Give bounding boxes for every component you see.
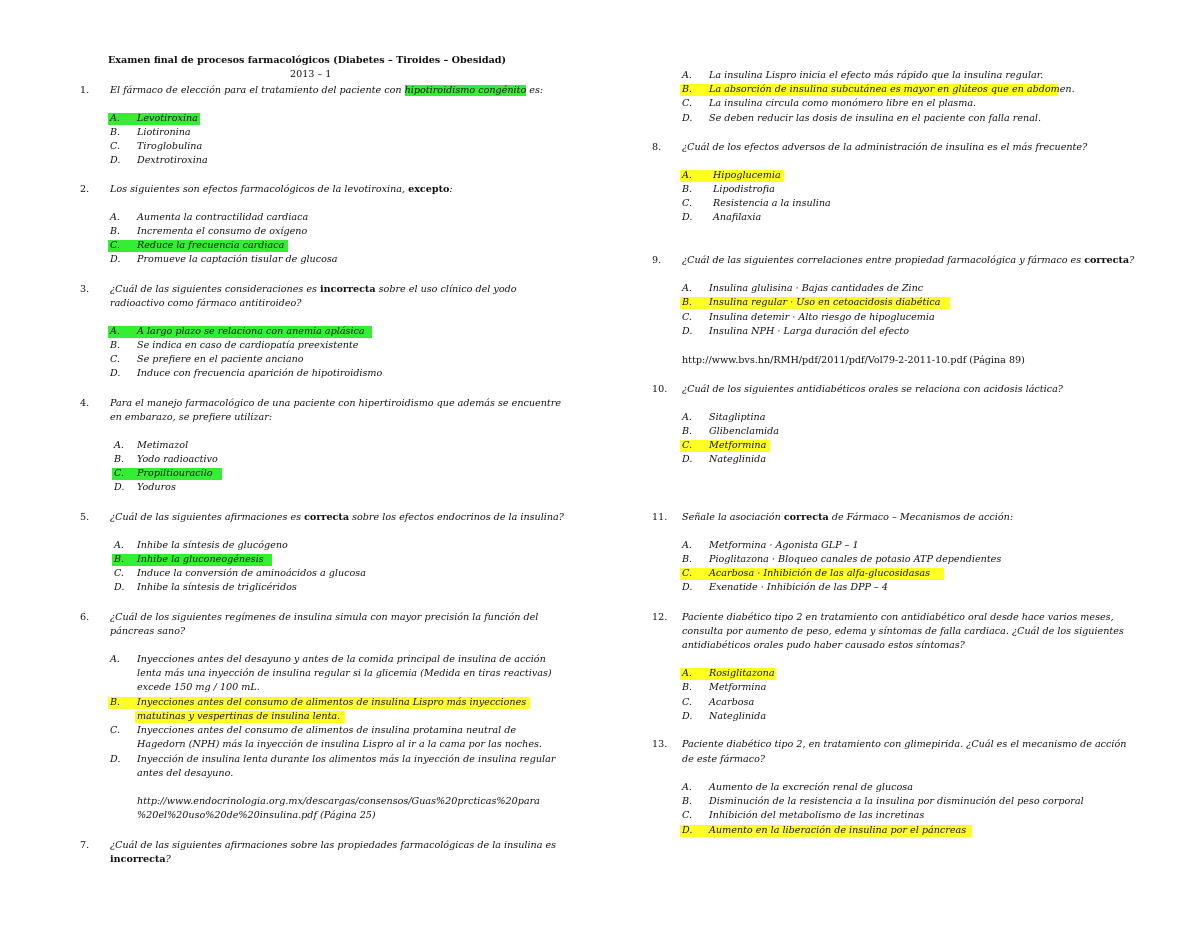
question-text: Paciente diabético tipo 2 en tratamiento con antidiabético oral desde hace varios meses, xyxy=(682,612,1114,623)
option-letter: D. xyxy=(114,482,125,493)
option-letter: D. xyxy=(682,711,693,722)
question-text-part: Los siguientes son efectos farmacológicos de la levotiroxina, xyxy=(110,184,409,195)
option-text: Incrementa el consumo de oxígeno xyxy=(137,226,308,237)
option-letter: C. xyxy=(114,568,125,579)
question-emphasis: correcta xyxy=(1084,255,1130,266)
option-text: Aumento de la excreción renal de glucosa xyxy=(709,782,913,793)
option-letter: D. xyxy=(682,326,693,337)
option-letter: B. xyxy=(682,184,693,195)
question-text: ¿Cuál de los siguientes regímenes de insulina simula con mayor precisión la función del xyxy=(110,612,539,623)
question-emphasis: correcta xyxy=(783,512,829,523)
option-letter: C. xyxy=(682,440,693,451)
option-text: Yodo radioactivo xyxy=(137,454,218,465)
option-text: Insulina detemir · Alto riesgo de hipoglucemia xyxy=(709,312,935,323)
option-text: Liotironina xyxy=(137,127,191,138)
option-letter: B. xyxy=(110,127,121,138)
option-text: Inhibe la síntesis de glucógeno xyxy=(137,540,288,551)
option-text: Inyección de insulina lenta durante los alimentos más la inyección de insulina regular xyxy=(137,754,556,765)
option-letter: D. xyxy=(682,454,693,465)
question-text: ¿Cuál de los efectos adversos de la administración de insulina es el más frecuente? xyxy=(682,142,1088,153)
option-text: Inyecciones antes del desayuno y antes de la comida principal de insulina de acción xyxy=(137,654,546,665)
option-text: matutinas y vespertinas de insulina lenta. xyxy=(137,711,341,722)
option-text: Acarbosa · Inhibición de las alfa-glucosidasas xyxy=(709,568,931,579)
reference-text[interactable]: http://www.endocrinologia.org.mx/descargas/consensos/Guas%20prcticas%20para xyxy=(137,796,540,807)
question-text: radioactivo como fármaco antitiroideo? xyxy=(110,298,302,309)
question-text-part: ¿Cuál de las siguientes afirmaciones es xyxy=(110,512,305,523)
option-text: excede 150 mg / 100 mL. xyxy=(137,682,260,693)
question-text-part: de Fármaco – Mecanismos de acción: xyxy=(828,512,1014,523)
option-text: Reduce la frecuencia cardiaca xyxy=(137,240,285,251)
option-text: Metformina · Agonista GLP – 1 xyxy=(709,540,859,551)
option-text: La insulina Lispro inicia el efecto más rápido que la insulina regular. xyxy=(709,70,1044,81)
question-text xyxy=(682,255,1134,267)
option-text: A largo plazo se relaciona con anemia aplásica xyxy=(137,326,365,337)
question-number: 10. xyxy=(652,384,668,395)
option-letter: B. xyxy=(682,682,693,693)
option-text: Se deben reducir las dosis de insulina en el paciente con falla renal. xyxy=(709,113,1042,124)
option-text: Inyecciones antes del consumo de alimentos de insulina Lispro más inyecciones xyxy=(137,697,527,708)
question-emphasis: incorrecta xyxy=(320,284,376,295)
option-letter: D. xyxy=(682,212,693,223)
option-text: Induce la conversión de aminoácidos a glucosa xyxy=(137,568,366,579)
option-letter: A. xyxy=(110,113,120,124)
option-letter: B. xyxy=(682,796,693,807)
option-text: La absorción de insulina subcutánea es mayor en glúteos que en abdomen. xyxy=(709,84,1075,95)
option-text: Inhibición del metabolismo de las incretinas xyxy=(709,810,925,821)
option-letter: C. xyxy=(110,354,121,365)
option-text: Aumento en la liberación de insulina por el páncreas xyxy=(709,825,967,836)
question-emphasis: correcta xyxy=(304,512,350,523)
option-text: Glibenclamida xyxy=(709,426,779,437)
option-letter: C. xyxy=(682,198,693,209)
option-letter: B. xyxy=(682,554,693,565)
question-text: consulta por aumento de peso, edema y síntomas de falla cardiaca. ¿Cuál de los siguientes xyxy=(682,626,1124,637)
option-letter: A. xyxy=(682,412,692,423)
option-letter: B. xyxy=(682,84,693,95)
option-letter: D. xyxy=(682,113,693,124)
question-emphasis: incorrecta xyxy=(110,854,166,865)
option-letter: C. xyxy=(682,568,693,579)
option-text: Inyecciones antes del consumo de alimentos de insulina protamina neutral de xyxy=(137,725,517,736)
option-text: Anafilaxia xyxy=(713,212,762,223)
option-text: Sitagliptina xyxy=(709,412,766,423)
option-text: La insulina circula como monómero libre en el plasma. xyxy=(709,98,977,109)
option-text: Promueve la captación tisular de glucosa xyxy=(137,254,338,265)
question-text-part: sobre los efectos endocrinos de la insulina? xyxy=(349,512,564,523)
reference-text[interactable]: http://www.bvs.hn/RMH/pdf/2011/pdf/Vol79-2-2011-10.pdf (Página 89) xyxy=(682,355,1025,366)
question-number: 3. xyxy=(80,284,90,295)
option-letter: C. xyxy=(682,810,693,821)
question-text: páncreas sano? xyxy=(110,626,186,637)
option-text: Nateglinida xyxy=(709,711,767,722)
option-text: Rosiglitazona xyxy=(709,668,775,679)
option-text: Pioglitazona · Bloqueo canales de potasio ATP dependientes xyxy=(709,554,1002,565)
option-letter: B. xyxy=(682,297,693,308)
question-text-part: El fármaco de elección para el tratamiento del paciente con xyxy=(110,85,405,96)
option-letter: B. xyxy=(110,340,121,351)
option-text: Hagedorn (NPH) más la inyección de insulina Lispro al ir a la cama por las noches. xyxy=(137,739,542,750)
highlight: hipotiroidismo congénito xyxy=(404,85,527,96)
question-text xyxy=(110,85,543,97)
question-text xyxy=(110,512,564,524)
option-letter: A. xyxy=(682,782,692,793)
option-letter: D. xyxy=(114,582,125,593)
option-text: antes del desayuno. xyxy=(137,768,234,779)
option-letter: A. xyxy=(682,70,692,81)
question-number: 11. xyxy=(652,512,668,523)
option-letter: B. xyxy=(114,554,125,565)
option-text: Resistencia a la insulina xyxy=(713,198,831,209)
question-text xyxy=(682,512,1013,524)
option-text: Levotiroxina xyxy=(137,113,198,124)
option-letter: B. xyxy=(110,697,121,708)
question-number: 8. xyxy=(652,142,662,153)
option-letter: A. xyxy=(114,440,124,451)
option-text: Tiroglobulina xyxy=(137,141,203,152)
question-text: Paciente diabético tipo 2, en tratamiento con glimepirida. ¿Cuál es el mecanismo de acción xyxy=(682,739,1127,750)
exam-title: Examen final de procesos farmacológicos (Diabetes – Tiroides – Obesidad) xyxy=(108,55,507,66)
question-number: 9. xyxy=(652,255,662,266)
question-number: 2. xyxy=(80,184,90,195)
option-text: Lipodistrofia xyxy=(713,184,775,195)
question-emphasis: excepto xyxy=(408,184,450,195)
question-text-part: es: xyxy=(526,85,544,96)
option-text: Propiltiouracilo xyxy=(137,468,213,479)
option-letter: D. xyxy=(110,368,121,379)
question-number: 4. xyxy=(80,398,90,409)
option-letter: D. xyxy=(110,155,121,166)
option-letter: A. xyxy=(682,170,692,181)
option-letter: D. xyxy=(682,582,693,593)
question-text-part: ¿Cuál de las siguientes correlaciones entre propiedad farmacológica y fármaco es xyxy=(682,255,1085,266)
option-letter: C. xyxy=(682,697,693,708)
option-text: Hipoglucemia xyxy=(713,170,781,181)
option-text: Se indica en caso de cardiopatía preexistente xyxy=(137,340,359,351)
question-number: 5. xyxy=(80,512,90,523)
question-text: ¿Cuál de las siguientes afirmaciones sobre las propiedades farmacológicas de la insulina es xyxy=(110,840,557,851)
option-letter: A. xyxy=(114,540,124,551)
question-text: en embarazo, se prefiere utilizar: xyxy=(110,412,273,423)
option-text: Inhibe la síntesis de triglicéridos xyxy=(137,582,297,593)
question-text-part: ? xyxy=(1129,255,1135,266)
option-letter: C. xyxy=(682,98,693,109)
option-text: Aumenta la contractilidad cardiaca xyxy=(137,212,309,223)
option-letter: C. xyxy=(110,725,121,736)
question-text xyxy=(110,854,171,866)
option-text: Insulina NPH · Larga duración del efecto xyxy=(709,326,910,337)
option-letter: A. xyxy=(682,540,692,551)
option-letter: A. xyxy=(682,283,692,294)
option-letter: B. xyxy=(682,426,693,437)
option-letter: A. xyxy=(110,326,120,337)
option-text: Exenatide · Inhibición de las DPP – 4 xyxy=(709,582,888,593)
option-text: Insulina regular · Uso en cetoacidosis diabética xyxy=(709,297,941,308)
option-text: Disminución de la resistencia a la insulina por disminución del peso corporal xyxy=(709,796,1084,807)
option-text: Inhibe la gluconeogénesis xyxy=(137,554,264,565)
option-letter: D. xyxy=(682,825,693,836)
question-text: Los siguientes son efectos farmacológicos de la levotiroxina, excepto: xyxy=(110,184,453,195)
question-number: 7. xyxy=(80,840,90,851)
option-text: lenta más una inyección de insulina regular si la glicemia (Medida en tiras reactivas) xyxy=(137,668,552,679)
option-text: Induce con frecuencia aparición de hipotiroidismo xyxy=(137,368,383,379)
option-text: Se prefiere en el paciente anciano xyxy=(137,354,304,365)
option-letter: C. xyxy=(682,312,693,323)
question-number: 13. xyxy=(652,739,668,750)
option-letter: B. xyxy=(110,226,121,237)
reference-text[interactable]: %20el%20uso%20de%20insulina.pdf (Página 25) xyxy=(137,810,376,821)
option-letter: D. xyxy=(110,254,121,265)
exam-subtitle: 2013 – 1 xyxy=(290,69,332,80)
option-text: Metformina xyxy=(709,440,767,451)
question-text: antidiabéticos orales pudo haber causado estos síntomas? xyxy=(682,640,965,651)
option-letter: C. xyxy=(110,240,121,251)
option-text: Insulina glulisina · Bajas cantidades de Zinc xyxy=(709,283,924,294)
option-text: Nateglinida xyxy=(709,454,767,465)
option-letter: D. xyxy=(110,754,121,765)
option-text: Metimazol xyxy=(137,440,189,451)
option-letter: C. xyxy=(114,468,125,479)
option-text: Metformina xyxy=(709,682,767,693)
question-text xyxy=(110,284,517,296)
question-text-part: ? xyxy=(165,854,171,865)
option-text: Dextrotiroxina xyxy=(137,155,208,166)
question-number: 1. xyxy=(80,85,90,96)
question-text-part: ¿Cuál de las siguientes consideraciones es xyxy=(110,284,321,295)
option-letter: C. xyxy=(110,141,121,152)
option-text: Yoduros xyxy=(137,482,176,493)
question-text: Para el manejo farmacológico de una paciente con hipertiroidismo que además se encuentre xyxy=(110,398,562,409)
question-text-part: sobre el uso clínico del yodo xyxy=(375,284,517,295)
question-text: de este fármaco? xyxy=(682,754,766,765)
option-letter: B. xyxy=(114,454,125,465)
question-number: 12. xyxy=(652,612,668,623)
option-letter: A. xyxy=(110,212,120,223)
question-text-part: Señale la asociación xyxy=(682,512,784,523)
option-letter: A. xyxy=(110,654,120,665)
option-letter: A. xyxy=(682,668,692,679)
option-text: Acarbosa xyxy=(709,697,755,708)
question-text: ¿Cuál de los siguientes antidiabéticos orales se relaciona con acidosis láctica? xyxy=(682,384,1063,395)
question-number: 6. xyxy=(80,612,90,623)
